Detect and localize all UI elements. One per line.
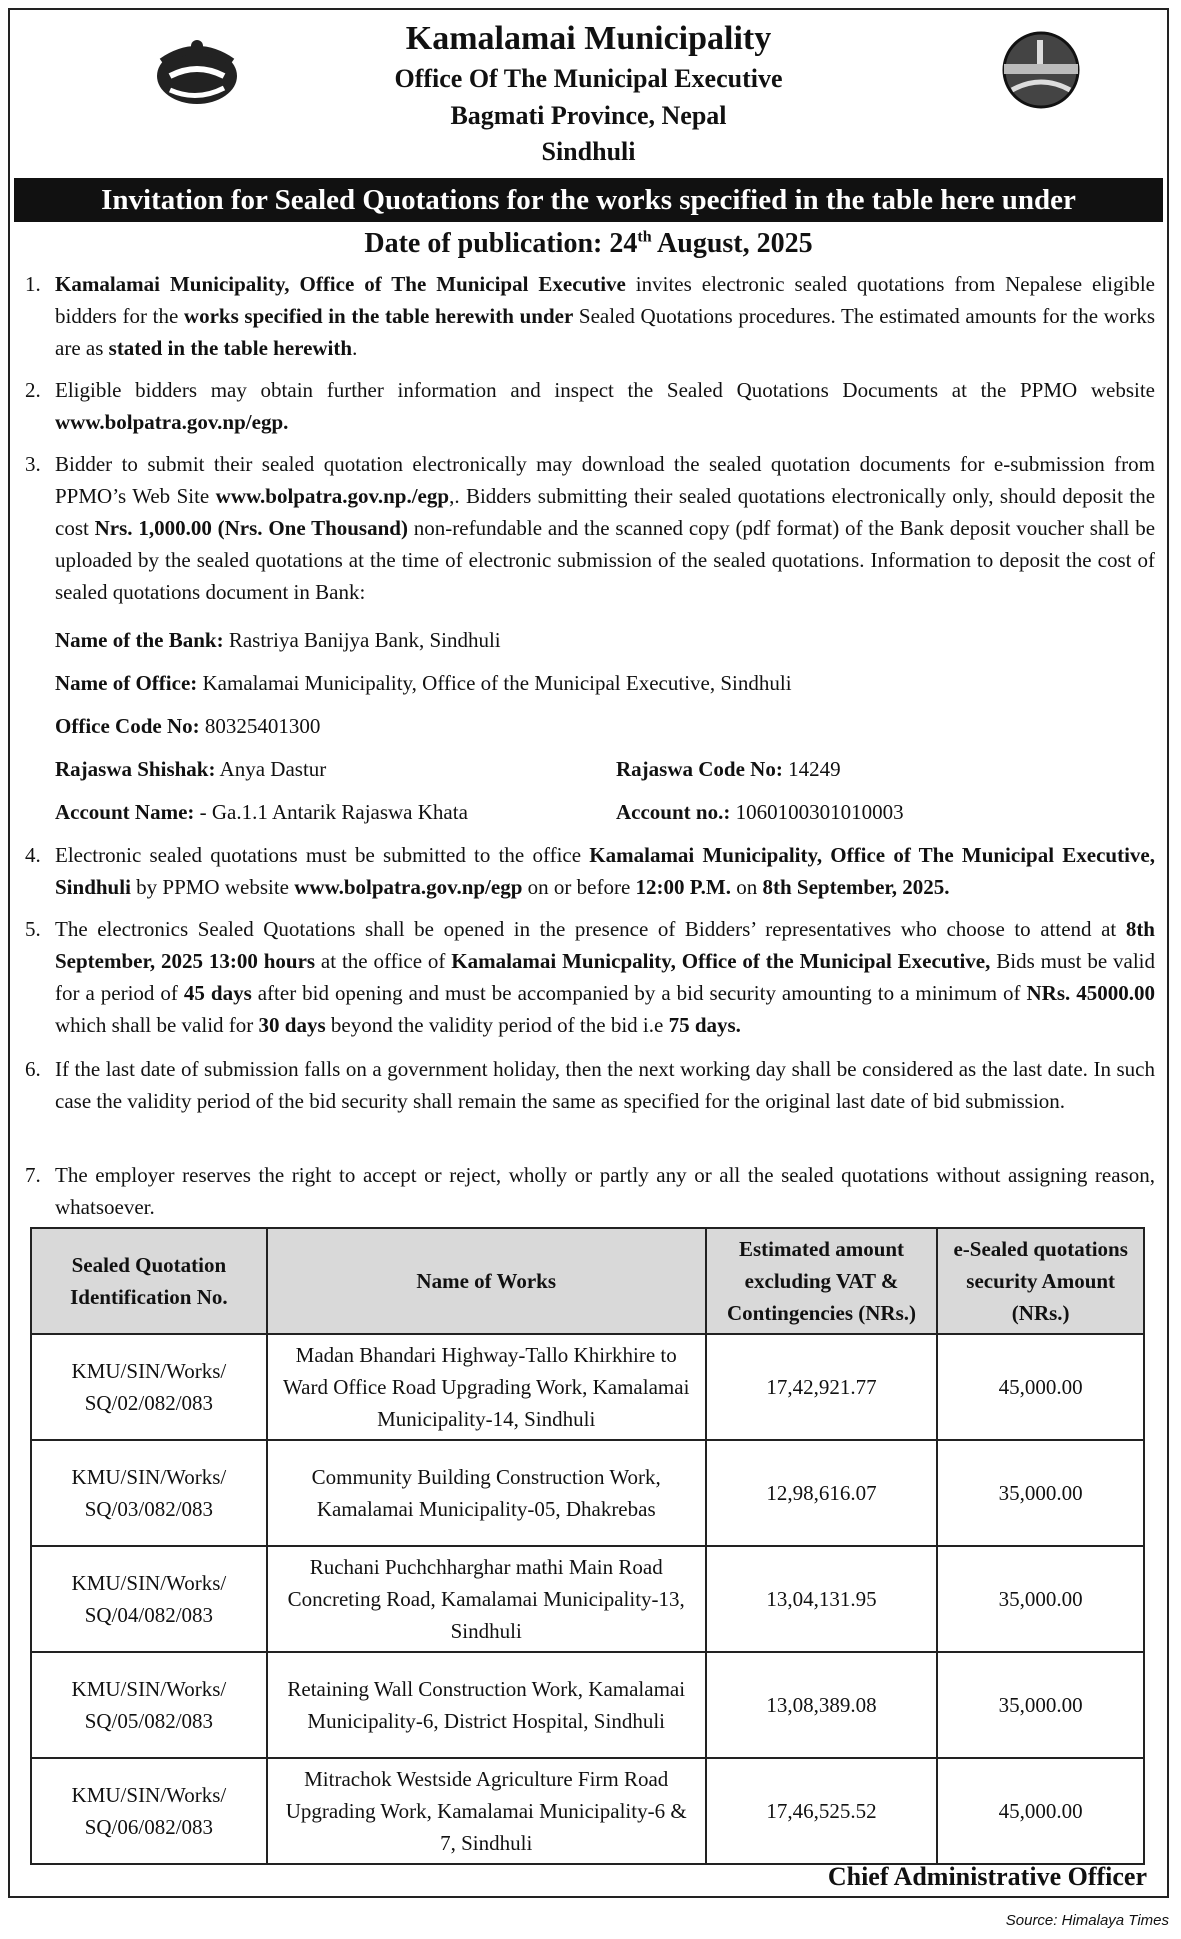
clause-text: Eligible bidders may obtain further information and inspect the Sealed Quotations Documents at the PPMO website: [55, 378, 1155, 402]
bold-text: NRs. 45000.00: [1026, 981, 1156, 1005]
clause-text: non-refundable and the scanned copy (pdf format) of the Bank deposit voucher shall be uploaded by the sealed quotations at the time of electronic submission of the sealed quotations. Information to deposit the cost of sealed quotations document in Bank:: [55, 516, 1156, 604]
estimated-amount: 13,08,389.08: [706, 1652, 938, 1758]
bank-name: Name of the Bank: Rastriya Banijya Bank, Sindhuli: [55, 628, 501, 652]
clause-text: which shall be valid for: [55, 1013, 259, 1037]
bold-text: stated in the table herewith: [108, 336, 353, 360]
bold-text: Kamalamai Municipality, Office of The Municipal Executive: [55, 272, 626, 296]
clause-text: by PPMO website: [130, 875, 295, 899]
clause-text: ,. Bidders submitting their sealed quotations electronically only, should deposit the cost: [55, 484, 1156, 540]
security-amount: 35,000.00: [937, 1652, 1144, 1758]
clause-number: 1.: [25, 272, 41, 296]
bold-text: 8th September, 2025.: [762, 875, 950, 899]
clause-text: The employer reserves the right to accept or reject, wholly or partly any or all the sealed quotations without assigning reason, whatsoever.: [55, 1163, 1155, 1219]
clause-1: [25, 268, 1155, 364]
header-works: Name of Works: [267, 1228, 706, 1334]
quotation-id: KMU/SIN/Works/ SQ/05/082/083: [31, 1652, 267, 1758]
work-name: Ruchani Puchchharghar mathi Main Road Concreting Road, Kamalamai Municipality-13, Sindhuli: [267, 1546, 706, 1652]
works-table: [30, 1227, 1145, 1865]
bold-text: 45 days: [183, 981, 252, 1005]
clause-text: at the office of: [315, 949, 452, 973]
clause-text: invites electronic sealed quotations from Nepalese eligible bidders for the: [55, 272, 1155, 328]
header-security: e-Sealed quotations security Amount (NRs.): [937, 1228, 1144, 1334]
clause-number: 2.: [25, 378, 41, 402]
estimated-amount: 13,04,131.95: [706, 1546, 938, 1652]
clause-number: 7.: [25, 1163, 41, 1187]
bold-text: Kamalamai Municpality, Office of the Municipal Executive,: [451, 949, 991, 973]
estimated-amount: 17,42,921.77: [706, 1334, 938, 1440]
estimated-amount: 12,98,616.07: [706, 1440, 938, 1546]
table-row: [31, 1652, 1144, 1758]
security-amount: 35,000.00: [937, 1440, 1144, 1546]
district-name: Sindhuli: [541, 137, 636, 166]
estimated-amount: 17,46,525.52: [706, 1758, 938, 1864]
clause-4: [25, 839, 1155, 903]
account-name: Account Name: - Ga.1.1 Antarik Rajaswa Khata: [55, 800, 468, 824]
security-amount: 45,000.00: [937, 1334, 1144, 1440]
bold-text: 75 days.: [668, 1013, 741, 1037]
clause-number: 4.: [25, 843, 41, 867]
security-amount: 45,000.00: [937, 1758, 1144, 1864]
notice-frame: [8, 8, 1169, 1898]
clause-text: If the last date of submission falls on a government holiday, then the next working day shall be considered as the last date. In such case the validity period of the bid security shall remain the same as specified for the original last date of bid submission.: [55, 1057, 1155, 1113]
clause-text: beyond the validity period of the bid i.e: [325, 1013, 669, 1037]
table-row: [31, 1440, 1144, 1546]
header-estimate: Estimated amount excluding VAT & Contingencies (NRs.): [706, 1228, 938, 1334]
table-row: [31, 1758, 1144, 1864]
bold-text: Nrs. 1,000.00 (Nrs. One Thousand): [94, 516, 408, 540]
clause-text: on: [731, 875, 763, 899]
clause-number: 3.: [25, 452, 41, 476]
notice-header: [10, 10, 1167, 170]
office-code: Office Code No: 80325401300: [55, 714, 321, 738]
clause-text: on or before: [522, 875, 636, 899]
province-name: Bagmati Province, Nepal: [450, 101, 727, 130]
bold-text: 30 days: [258, 1013, 326, 1037]
clause-text: Electronic sealed quotations must be submitted to the office: [55, 843, 590, 867]
work-name: Mitrachok Westside Agriculture Firm Road Upgrading Work, Kamalamai Municipality-6 & 7, Sindhuli: [267, 1758, 706, 1864]
municipality-name: Kamalamai Municipality: [405, 20, 772, 57]
bold-text: Kamalamai Municipality, Office of The Municipal Executive, Sindhuli: [55, 843, 1155, 899]
bold-text: works specified in the table herewith under: [183, 304, 574, 328]
rajaswa-shishak: Rajaswa Shishak: Anya Dastur: [55, 757, 327, 781]
clause-3: [25, 448, 1156, 608]
quotation-id: KMU/SIN/Works/ SQ/04/082/083: [31, 1546, 267, 1652]
publication-date: Date of publication: 24th August, 2025: [364, 228, 813, 259]
clause-5: [25, 913, 1156, 1041]
header-id: Sealed Quotation Identification No.: [31, 1228, 267, 1334]
clause-2: [25, 374, 1155, 438]
clause-text: after bid opening and must be accompanied by a bid security amounting to a minimum of: [251, 981, 1027, 1005]
table-row: [31, 1334, 1144, 1440]
notice-banner: Invitation for Sealed Quotations for the works specified in the table here under: [14, 178, 1163, 222]
table-row: [31, 1546, 1144, 1652]
clause-text: Bidder to submit their sealed quotation electronically may download the sealed quotation documents for e-submission from PPMO’s Web Site: [55, 452, 1155, 508]
bold-text: www.bolpatra.gov.np./egp: [215, 484, 450, 508]
rajaswa-code: Rajaswa Code No: 14249: [616, 757, 841, 781]
quotation-id: KMU/SIN/Works/ SQ/02/082/083: [31, 1334, 267, 1440]
quotation-id: KMU/SIN/Works/ SQ/03/082/083: [31, 1440, 267, 1546]
work-name: Community Building Construction Work, Kamalamai Municipality-05, Dhakrebas: [267, 1440, 706, 1546]
clause-text: The electronics Sealed Quotations shall be opened in the presence of Bidders’ representatives who choose to attend at: [55, 917, 1126, 941]
clause-number: 6.: [25, 1057, 41, 1081]
work-name: Madan Bhandari Highway-Tallo Khirkhire to Ward Office Road Upgrading Work, Kamalamai Municipality-14, Sindhuli: [267, 1334, 706, 1440]
source-credit: Source: Himalaya Times: [1005, 1912, 1169, 1929]
bold-text: 8th September, 2025 13:00 hours: [55, 917, 1155, 973]
clause-number: 5.: [25, 917, 41, 941]
bold-text: www.bolpatra.gov.np/egp: [294, 875, 523, 899]
office-name-field: Name of Office: Kamalamai Municipality, Office of the Municipal Executive, Sindhuli: [55, 671, 792, 695]
bold-text: 12:00 P.M.: [635, 875, 731, 899]
clause-text: Sealed Quotations procedures. The estimated amounts for the works are as: [55, 304, 1155, 360]
table-header-row: [31, 1228, 1144, 1334]
clause-text: Bids must be valid for a period of: [55, 949, 1156, 1005]
work-name: Retaining Wall Construction Work, Kamalamai Municipality-6, District Hospital, Sindhuli: [267, 1652, 706, 1758]
quotation-id: KMU/SIN/Works/ SQ/06/082/083: [31, 1758, 267, 1864]
clause-6: [25, 1053, 1155, 1117]
clause-text: .: [352, 336, 358, 360]
account-number: Account no.: 1060100301010003: [616, 800, 904, 824]
security-amount: 35,000.00: [937, 1546, 1144, 1652]
office-name: Office Of The Municipal Executive: [394, 64, 783, 93]
clause-7: [25, 1159, 1155, 1223]
signatory-title: Chief Administrative Officer: [827, 1862, 1147, 1891]
bold-text: www.bolpatra.gov.np/egp.: [55, 410, 289, 434]
